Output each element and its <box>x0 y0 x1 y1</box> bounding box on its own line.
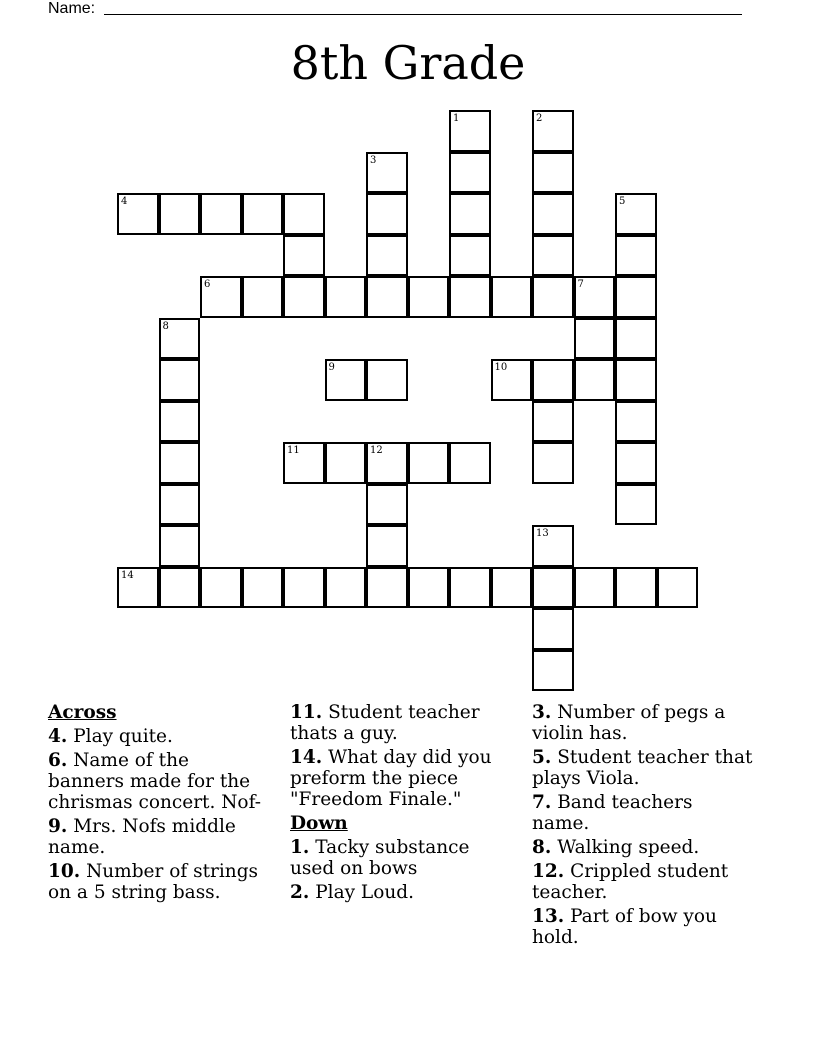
crossword-cell[interactable] <box>532 608 574 650</box>
clue-item-text: Name of the banners made for the chrismas concert. Nof- <box>48 750 262 813</box>
crossword-cell[interactable] <box>615 318 657 360</box>
clue-item-text: What day did you preform the piece "Freedom Finale." <box>290 747 492 810</box>
crossword-cell[interactable] <box>283 193 325 235</box>
clue-number: 5 <box>619 196 626 207</box>
crossword-cell[interactable] <box>449 193 491 235</box>
clues-column-2 <box>290 702 512 906</box>
clue-item <box>532 747 754 789</box>
crossword-cell[interactable] <box>657 567 699 609</box>
crossword-cell[interactable] <box>574 359 616 401</box>
clue-item-number: 5. <box>532 747 552 768</box>
clue-item-number: 10. <box>48 861 81 882</box>
crossword-cell[interactable] <box>159 442 201 484</box>
crossword-cell[interactable] <box>366 525 408 567</box>
crossword-cell[interactable] <box>159 567 201 609</box>
crossword-cell[interactable] <box>532 650 574 692</box>
crossword-cell[interactable] <box>325 567 367 609</box>
clue-item-text: Play Loud. <box>309 882 414 903</box>
page-title: 8th Grade <box>290 36 526 90</box>
crossword-cell[interactable] <box>449 110 491 152</box>
clue-item-number: 7. <box>532 792 552 813</box>
crossword-cell[interactable] <box>159 525 201 567</box>
crossword-cell[interactable] <box>532 110 574 152</box>
crossword-cell[interactable] <box>242 276 284 318</box>
crossword-cell[interactable] <box>532 525 574 567</box>
crossword-cell[interactable] <box>449 442 491 484</box>
clue-item-number: 8. <box>532 837 552 858</box>
crossword-cell[interactable] <box>615 442 657 484</box>
clue-item-text: Play quite. <box>67 726 173 747</box>
crossword-cell[interactable] <box>325 276 367 318</box>
crossword-cell[interactable] <box>117 567 159 609</box>
clues-column-3 <box>532 702 754 951</box>
clue-item <box>532 906 754 948</box>
clue-item-number: 1. <box>290 837 310 858</box>
clue-item-text: Number of pegs a violin has. <box>532 702 726 744</box>
crossword-cell[interactable] <box>159 484 201 526</box>
crossword-cell[interactable] <box>242 193 284 235</box>
clue-number: 11 <box>287 445 300 456</box>
crossword-cell[interactable] <box>159 318 201 360</box>
crossword-cell[interactable] <box>615 401 657 443</box>
crossword-cell[interactable] <box>532 276 574 318</box>
clue-item-text: Crippled student teacher. <box>532 861 729 903</box>
crossword-cell[interactable] <box>283 235 325 277</box>
clue-item-text: Mrs. Nofs middle name. <box>48 816 236 858</box>
crossword-cell[interactable] <box>532 442 574 484</box>
crossword-cell[interactable] <box>574 567 616 609</box>
clue-item <box>532 861 754 903</box>
clues-column-1 <box>48 702 270 906</box>
crossword-cell[interactable] <box>532 401 574 443</box>
crossword-cell[interactable] <box>532 152 574 194</box>
clue-item <box>532 792 754 834</box>
clue-number: 3 <box>370 154 377 166</box>
crossword-cell[interactable] <box>325 359 367 401</box>
crossword-cell[interactable] <box>283 567 325 609</box>
clue-section-heading: Across <box>48 702 117 723</box>
crossword-cell[interactable] <box>532 567 574 609</box>
clue-item <box>290 747 512 810</box>
crossword-cell[interactable] <box>200 193 242 235</box>
clue-item-text: Walking speed. <box>551 837 700 858</box>
crossword-cell[interactable] <box>117 193 159 235</box>
crossword-cell[interactable] <box>159 401 201 443</box>
crossword-cell[interactable] <box>408 276 450 318</box>
clue-item-number: 6. <box>48 750 68 771</box>
crossword-cell[interactable] <box>159 193 201 235</box>
clue-item-number: 13. <box>532 906 565 927</box>
clue-number: 14 <box>121 569 134 581</box>
crossword-cell[interactable] <box>615 235 657 277</box>
clue-section-heading: Down <box>290 813 348 834</box>
crossword-cell[interactable] <box>615 359 657 401</box>
crossword-cell[interactable] <box>491 567 533 609</box>
crossword-cell[interactable] <box>615 276 657 318</box>
crossword-cell[interactable] <box>408 442 450 484</box>
clue-item-text: Band teachers name. <box>532 792 693 834</box>
crossword-cell[interactable] <box>449 152 491 194</box>
crossword-cell[interactable] <box>491 359 533 401</box>
crossword-cell[interactable] <box>200 276 242 318</box>
clue-item <box>290 702 512 744</box>
clue-item-number: 2. <box>290 882 310 903</box>
clue-item-number: 3. <box>532 702 552 723</box>
crossword-cell[interactable] <box>532 193 574 235</box>
clue-item-text: Part of bow you hold. <box>532 906 717 948</box>
crossword-cell[interactable] <box>449 235 491 277</box>
crossword-cell[interactable] <box>449 276 491 318</box>
clue-number: 10 <box>494 362 508 373</box>
clue-number: 6 <box>204 279 211 290</box>
crossword-cell[interactable] <box>325 442 367 484</box>
clue-number: 4 <box>121 196 128 207</box>
clue-number: 2 <box>536 113 543 124</box>
crossword-cell[interactable] <box>615 193 657 235</box>
clue-number: 1 <box>453 113 460 124</box>
crossword-cell[interactable] <box>200 567 242 609</box>
crossword-cell[interactable] <box>408 567 450 609</box>
crossword-cell[interactable] <box>366 484 408 526</box>
crossword-cell[interactable] <box>283 442 325 484</box>
clue-item-text: Student teacher that plays Viola. <box>532 747 753 789</box>
crossword-cell[interactable] <box>366 442 408 484</box>
crossword-cell[interactable] <box>283 276 325 318</box>
crossword-cell[interactable] <box>574 318 616 360</box>
clue-number: 12 <box>370 445 383 456</box>
crossword-cell[interactable] <box>159 359 201 401</box>
crossword-cell[interactable] <box>449 567 491 609</box>
clue-item-number: 14. <box>290 747 323 768</box>
clue-item <box>48 816 270 858</box>
crossword-cell[interactable] <box>574 276 616 318</box>
clue-item <box>48 726 270 747</box>
clue-number: 8 <box>162 320 169 332</box>
name-label: Name: <box>48 0 96 17</box>
clue-item-number: 9. <box>48 816 68 837</box>
crossword-cell[interactable] <box>532 235 574 277</box>
clue-number: 7 <box>577 279 584 290</box>
crossword-cell[interactable] <box>366 235 408 277</box>
crossword-cell[interactable] <box>366 567 408 609</box>
crossword-cell[interactable] <box>366 276 408 318</box>
clue-item-number: 12. <box>532 861 565 882</box>
crossword-cell[interactable] <box>366 152 408 194</box>
clue-item-text: Student teacher thats a guy. <box>290 702 480 744</box>
crossword-cell[interactable] <box>491 276 533 318</box>
clue-item <box>532 837 754 858</box>
clue-number: 9 <box>328 362 335 373</box>
clue-item-text: Tacky substance used on bows <box>290 837 470 879</box>
clue-item <box>290 837 512 879</box>
clue-item-number: 11. <box>290 702 323 723</box>
crossword-cell[interactable] <box>366 193 408 235</box>
crossword-cell[interactable] <box>532 359 574 401</box>
crossword-cell[interactable] <box>242 567 284 609</box>
clue-item <box>532 702 754 744</box>
crossword-cell[interactable] <box>615 567 657 609</box>
clue-item-text: Number of strings on a 5 string bass. <box>48 861 259 903</box>
clue-item <box>48 861 270 903</box>
clue-number: 13 <box>536 528 549 539</box>
crossword-cell[interactable] <box>615 484 657 526</box>
clue-item-number: 4. <box>48 726 68 747</box>
clue-item <box>48 750 270 813</box>
crossword-cell[interactable] <box>366 359 408 401</box>
clue-item <box>290 882 512 903</box>
